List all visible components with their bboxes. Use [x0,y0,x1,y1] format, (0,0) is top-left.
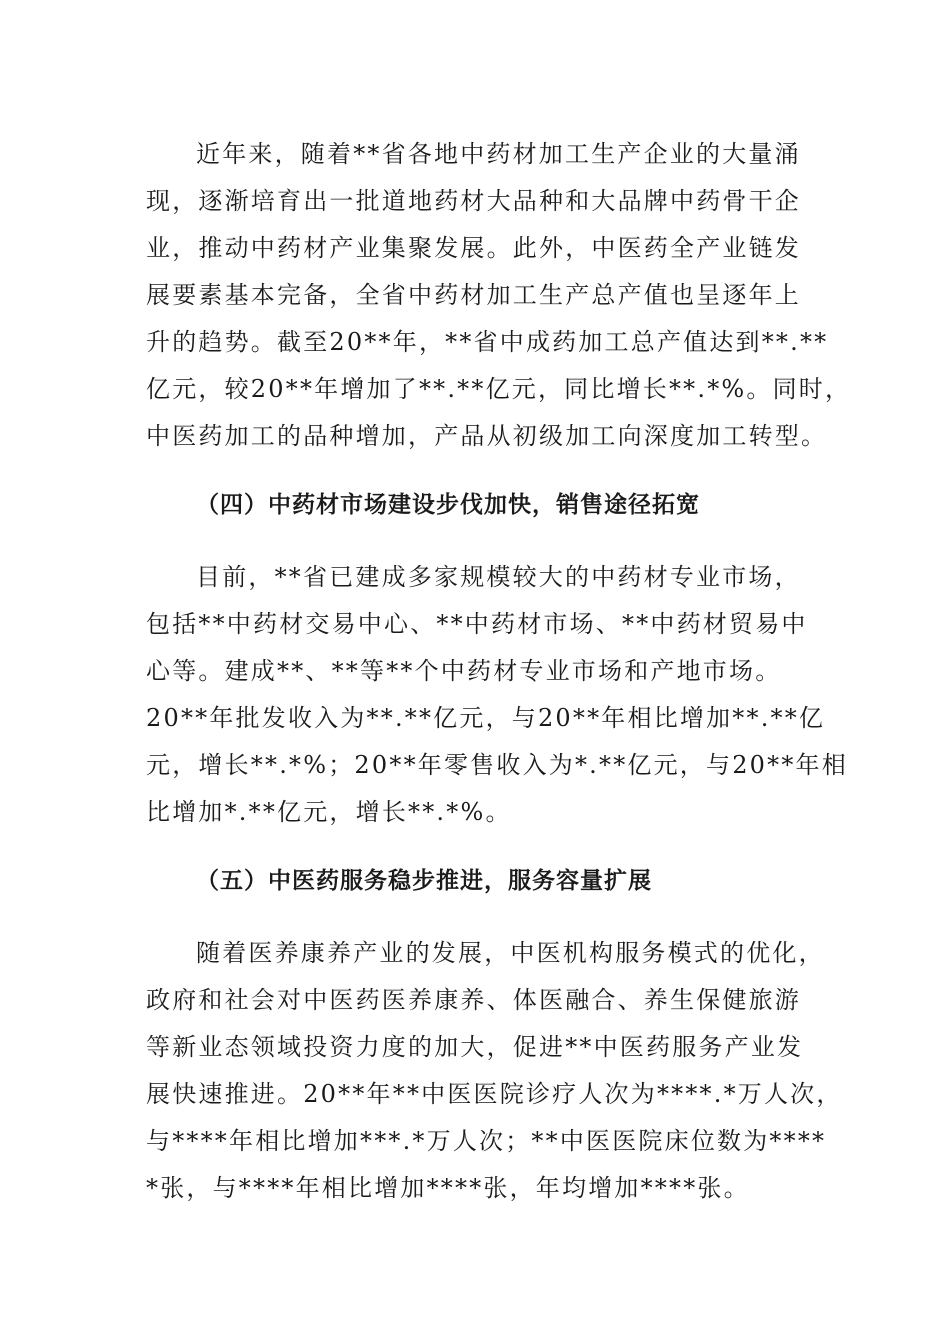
paragraph-processing-output [146,131,852,460]
paragraph-line: 展快速推进。20**年**中医医院诊疗人次为****.*万人次， [146,1080,843,1108]
paragraph-line: 现，逐渐培育出一批道地药材大品种和大品牌中药骨干企 [146,187,801,215]
section-heading-5: （五）中医药服务稳步推进，服务容量扩展 [196,868,652,894]
paragraph-line: 亿元，较20**年增加了**.**亿元，同比增长**.*%。同时， [146,375,852,403]
section-heading-4: （四）中药材市场建设步伐加快，销售途径拓宽 [196,492,700,518]
paragraph-line: 业，推动中药材产业集聚发展。此外，中医药全产业链发 [146,234,801,262]
paragraph-line: 比增加*.**亿元，增长**.*%。 [146,798,512,826]
paragraph-line: 包括**中药材交易中心、**中药材市场、**中药材贸易中 [146,610,808,638]
paragraph-line: 随着医养康养产业的发展，中医机构服务模式的优化， [196,939,825,967]
paragraph-line: 20**年批发收入为**.**亿元，与20**年相比增加**.**亿 [146,704,826,732]
paragraph-line: 中医药加工的品种增加，产品从初级加工向深度加工转型。 [146,422,828,450]
paragraph-line: 心等。建成**、**等**个中药材专业市场和产地市场。 [146,657,782,685]
paragraph-line: *张，与****年相比增加****张，年均增加****张。 [146,1174,750,1202]
paragraph-market-construction [146,554,848,836]
paragraph-medical-services [146,930,843,1212]
paragraph-line: 等新业态领域投资力度的加大，促进**中医药服务产业发 [146,1033,804,1061]
paragraph-line: 元，增长**.*%；20**年零售收入为*.**亿元，与20**年相 [146,751,848,779]
paragraph-line: 与****年相比增加***.*万人次；**中医医院床位数为**** [146,1127,827,1155]
paragraph-line: 政府和社会对中医药医养康养、体医融合、养生保健旅游 [146,986,801,1014]
paragraph-line: 近年来，随着**省各地中药材加工生产企业的大量涌 [196,140,801,168]
document-page [146,131,852,1212]
paragraph-line: 目前，**省已建成多家规模较大的中药材专业市场， [196,563,801,591]
paragraph-line: 展要素基本完备，全省中药材加工生产总产值也呈逐年上 [146,281,801,309]
paragraph-line: 升的趋势。截至20**年，**省中成药加工总产值达到**.** [146,328,829,356]
